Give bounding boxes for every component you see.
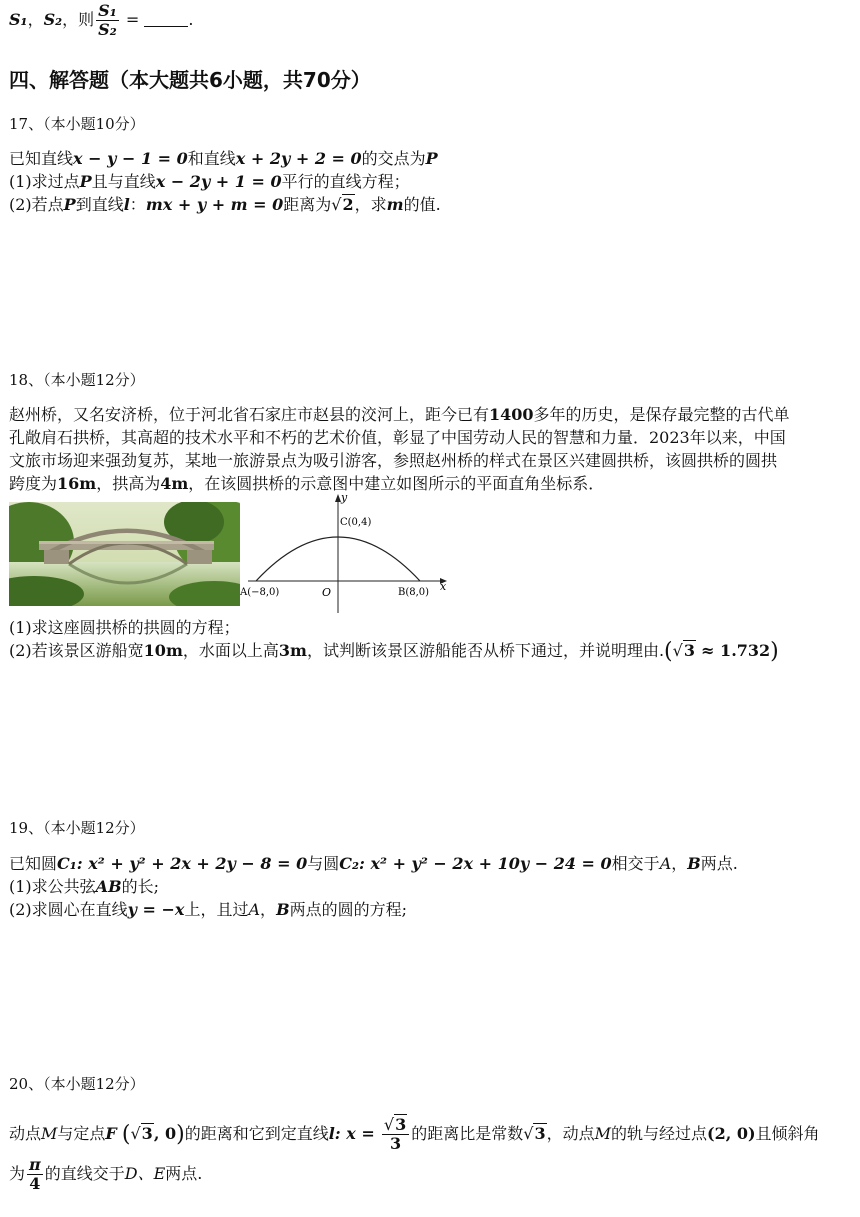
x-label: x [440,580,447,593]
then-text: ，则 [62,10,95,29]
y-label: y [341,491,348,504]
q18-sub2: (2)若该景区游船宽10m，水面以上高3m，试判断该景区游船能否从桥下通过，并说明理由.(√3 ≈ 1.732) [9,639,779,664]
answer-blank [144,12,188,27]
equals: = [125,10,140,29]
q17-line1: 已知直线x − y − 1 = 0和直线x + 2y + 2 = 0的交点为P [9,149,438,168]
q17-header: 17、（本小题10分） [9,115,145,133]
q19-line2: (1)求公共弦AB的长; [9,877,160,896]
q20-header: 20、（本小题12分） [9,1075,145,1093]
q19-line1: 已知圆C₁: x² + y² + 2x + 2y − 8 = 0与圆C₂: x² + y² − 2x + 10y − 24 = 0相交于A，B两点. [9,854,738,873]
point-b-label: B(8,0) [398,587,430,598]
q18-para-line1: 赵州桥，又名安济桥，位于河北省石家庄市赵县的洨河上，距今已有1400多年的历史，是保存最完整的古代单 [9,405,790,424]
section-title: 四、解答题（本大题共6小题，共70分） [9,68,371,92]
q19-header: 19、（本小题12分） [9,819,145,837]
q20-line1: 动点M与定点F (√3, 0)的距离和它到定直线l: x = $\frac{√3}{3}$ 的距离比是常数√3，动点M的轨与经过点(2, 0)且倾斜角 [9,1115,820,1153]
pi-over-4-fraction: $\frac{\pi}{4}$ [29,1155,41,1193]
comma: ， [27,10,44,29]
q18-header: 18、（本小题12分） [9,371,145,389]
q20-line2: 为 $\frac{\pi}{4}$ 的直线交于D、E两点. [9,1155,203,1193]
q18-para-line2: 孔敞肩石拱桥，其高超的技术水平和不朽的艺术价值，彰显了中国劳动人民的智慧和力量．2023年以来，中国 [9,428,786,447]
arch-coordinate-diagram [240,488,455,620]
q17-line2: (1)求过点P且与直线x − 2y + 1 = 0平行的直线方程； [9,172,410,191]
zhaozhou-bridge-photo [9,502,240,606]
top-fragment: S₁，S₂，则 $\frac{\text{S₁}}{\text{S₂}}$ = . [9,1,194,39]
q18-sub1: (1)求这座圆拱桥的拱圆的方程； [9,618,240,637]
q17-line3: (2)若点P到直线l：mx + y + m = 0距离为√2，求m的值. [9,195,441,214]
sqrt3-over-3-fraction: $\frac{√3}{3}$ [382,1116,409,1153]
point-c-label: C(0,4) [340,517,372,528]
q18-para-line3: 文旅市场迎来强劲复苏，某地一旅游景点为吸引游客，参照赵州桥的样式在景区兴建圆拱桥，该圆拱桥的圆拱 [9,451,778,470]
s2-var: S₂ [43,10,63,29]
point-a-label: A(−8,0) [240,587,280,598]
sqrt-two: √2 [331,195,354,214]
q19-line3: (2)求圆心在直线y = −x上，且过A，B两点的圆的方程; [9,900,407,919]
origin-label: O [322,586,332,599]
q18-para-line4: 跨度为16m，拱高为4m，在该圆拱桥的示意图中建立如图所示的平面直角坐标系． [9,474,605,493]
s1-var: S₁ [9,10,28,29]
sqrt-three: √3 [672,641,695,660]
ratio-fraction: $\frac{\text{S₁}}{\text{S₂}}$ [98,1,117,39]
